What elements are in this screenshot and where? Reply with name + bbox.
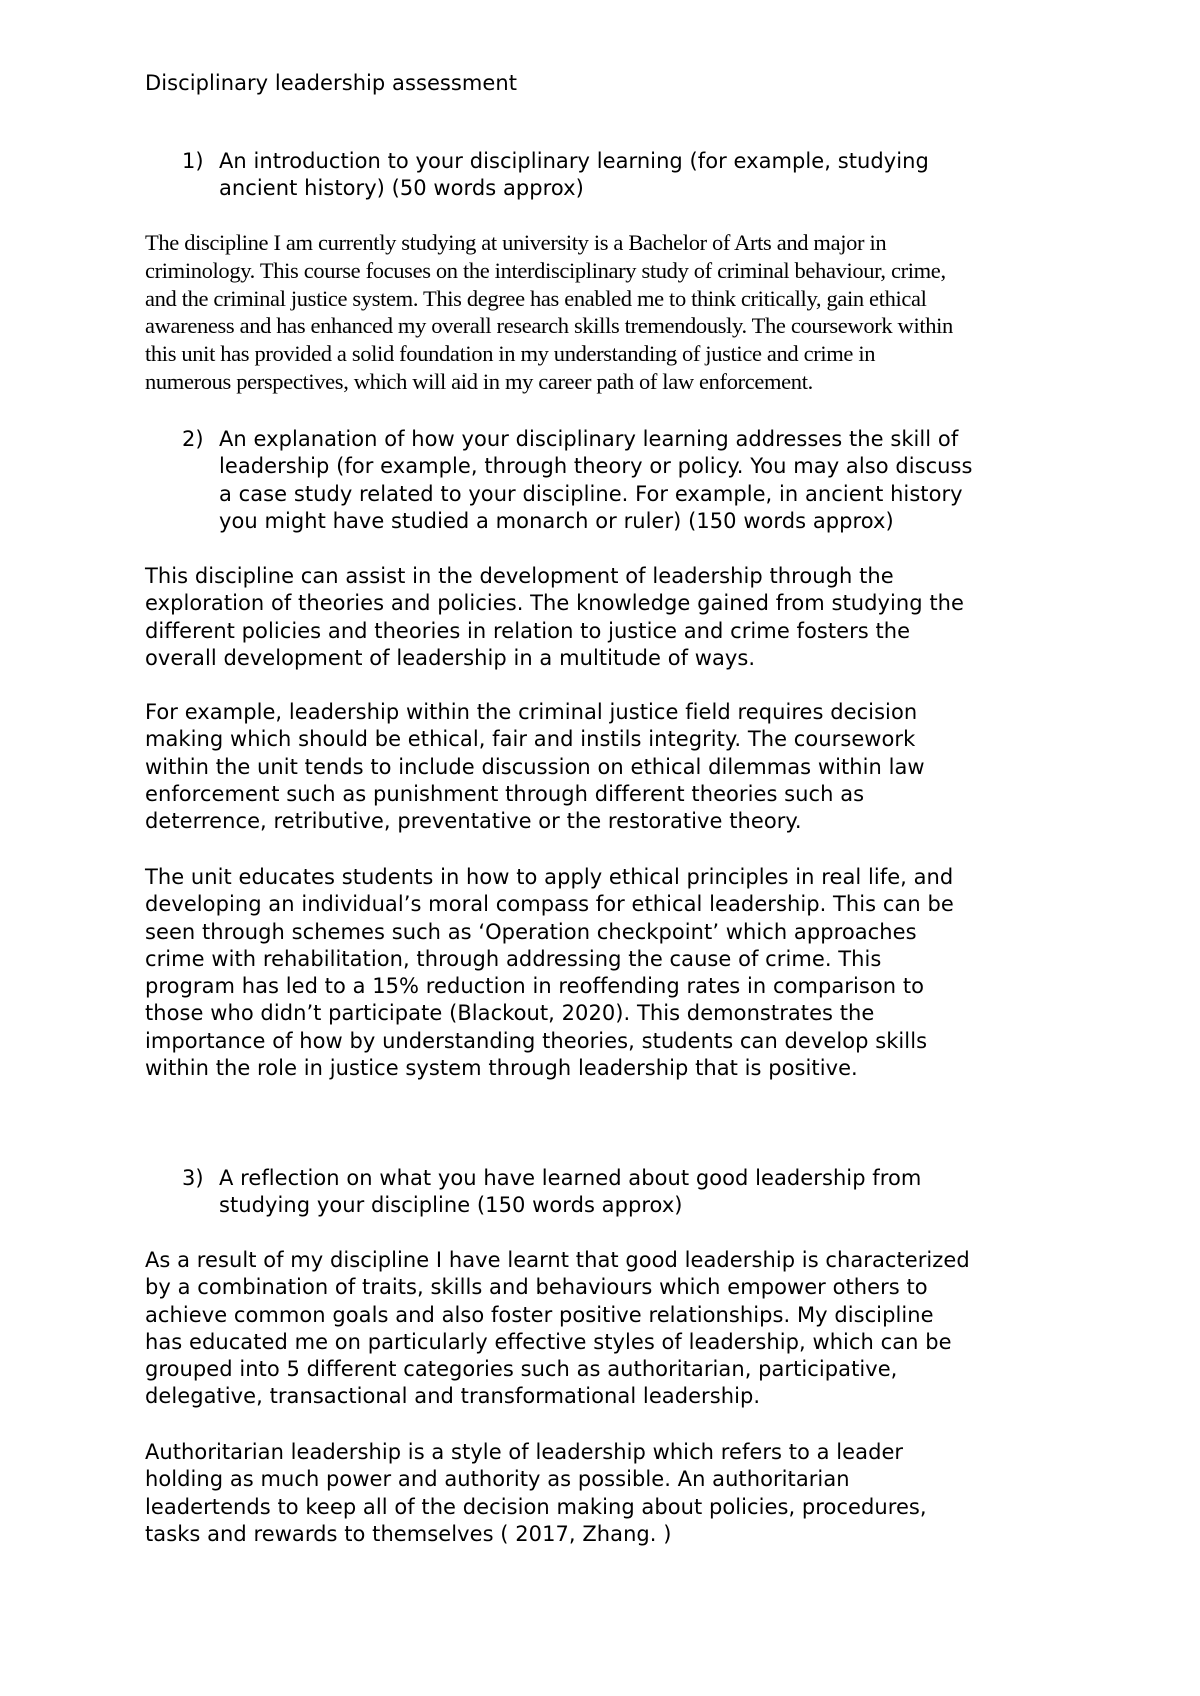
answer-2-paragraph-2: For example, leadership within the criminal justice field requires decision making which should be ethical, fair and instils integrity. The coursework within the unit tends to include discussion on ethical dilemmas within law enforcement such as punishment through different theories such as deterrence, retributive, preventative or the restorative theory. bbox=[145, 700, 925, 834]
question-number: 2) bbox=[182, 427, 204, 451]
answer-2-paragraph-1: This discipline can assist in the development of leadership through the exploration of theories and policies. The knowledge gained from studying the different policies and theories in relation to justice and crime fosters the overall development of leadership in a multitude of ways. bbox=[145, 564, 964, 670]
question-text: An introduction to your disciplinary learning (for example, studying ancient history) (50 words approx) bbox=[219, 149, 929, 201]
document-title: Disciplinary leadership assessment bbox=[145, 71, 518, 95]
question-text: An explanation of how your disciplinary learning addresses the skill of leadership (for example, through theory or policy. You may also discuss a case study related to your discipline. For example, in ancient history you might have studied a monarch or ruler) (150 words approx) bbox=[219, 427, 973, 533]
answer-2-paragraph-3: The unit educates students in how to apply ethical principles in real life, and developing an individual’s moral compass for ethical leadership. This can be seen through schemes such as ‘Operation checkpoint’ which approaches crime with rehabilitation, through addressing the cause of crime. This program has led to a 15% reduction in reoffending rates in comparison to those who didn’t participate (Blackout, 2020). This demonstrates the importance of how by understanding theories, students can develop skills within the role in justice system through leadership that is positive. bbox=[145, 865, 954, 1081]
question-2 bbox=[182, 426, 1082, 535]
question-number: 1) bbox=[182, 149, 204, 173]
answer-3-paragraph-2: Authoritarian leadership is a style of leadership which refers to a leader holding as much power and authority as possible. An authoritarian leadertends to keep all of the decision making about policies, procedures, tasks and rewards to themselves ( 2017, Zhang. ) bbox=[145, 1440, 927, 1546]
question-1 bbox=[182, 148, 1082, 203]
question-number: 3) bbox=[182, 1166, 204, 1190]
answer-1-paragraph: The discipline I am currently studying at university is a Bachelor of Arts and major in criminology. This course focuses on the interdisciplinary study of criminal behaviour, crime, and the criminal justice system. This degree has enabled me to think critically, gain ethical awareness and has enhanced my overall research skills tremendously. The coursework within this unit has provided a solid foundation in my understanding of justice and crime in numerous perspectives, which will aid in my career path of law enforcement. bbox=[145, 230, 953, 394]
question-3 bbox=[182, 1165, 1082, 1220]
answer-3-paragraph-1: As a result of my discipline I have learnt that good leadership is characterized by a combination of traits, skills and behaviours which empower others to achieve common goals and also foster positive relationships. My discipline has educated me on particularly effective styles of leadership, which can be grouped into 5 different categories such as authoritarian, participative, delegative, transactional and transformational leadership. bbox=[145, 1248, 970, 1409]
question-text: A reflection on what you have learned about good leadership from studying your discipline (150 words approx) bbox=[219, 1166, 922, 1218]
